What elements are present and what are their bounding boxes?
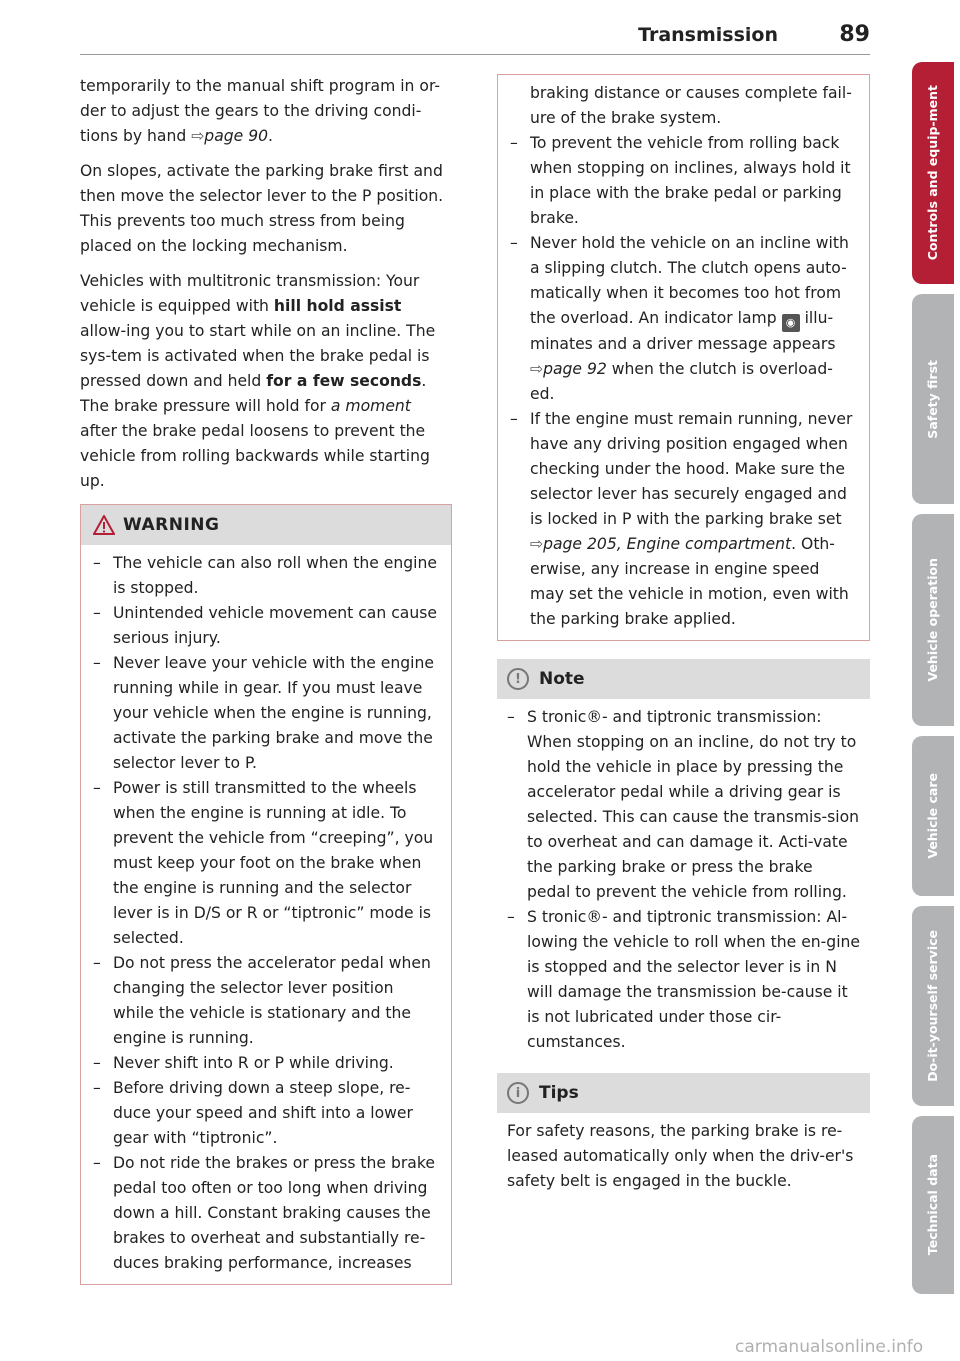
note-title: Note	[539, 668, 585, 689]
warning-triangle-icon	[93, 515, 115, 535]
list-item: – S tronic®- and tiptronic transmission: Al-lowing the vehicle to roll when the en-gine is stopped and the selector lever is in N will damage the transmission be-cause it is not lubricated under those cir-cumstances.	[507, 908, 861, 1051]
tips-header	[497, 1073, 870, 1113]
right-column	[497, 74, 870, 1194]
warning-box-continued	[497, 74, 870, 641]
paragraph-slopes: On slopes, activate the parking brake first and then move the selector lever to the P position. This prevents too much stress from being placed on the locking mechanism.	[80, 162, 444, 255]
tips-body: For safety reasons, the parking brake is re-leased automatically only when the driv-er's safety belt is engaged in the buckle.	[507, 1122, 854, 1190]
info-icon: i	[507, 1082, 529, 1104]
list-item: – Do not ride the brakes or press the brake pedal too often or too long when driving down a hill. Constant braking causes the brakes to overheat and substantially re-duces braking performance, increases	[93, 1154, 435, 1272]
page-reference-link[interactable]: page 90	[204, 127, 269, 145]
list-item: – S tronic®- and tiptronic transmission: When stopping on an incline, do not try to hold the vehicle in place by pressing the accelerator pedal while a driving gear is selected. This can cause the transmis-sion to overheat and can damage it. Acti-vate the parking brake or press the brake pedal to prevent the vehicle from rolling.	[507, 708, 860, 901]
reference-arrow-icon: ⇨	[530, 535, 544, 553]
page-header	[80, 22, 870, 55]
tab-vehicle-care[interactable]: Vehicle care	[912, 736, 954, 896]
warning-continued-text: braking distance or causes complete fail-ure of the brake system.	[530, 84, 852, 127]
warning-header	[81, 505, 451, 545]
left-column	[80, 74, 452, 1285]
watermark: carmanualsonline.info	[735, 1337, 924, 1357]
list-item: – To prevent the vehicle from rolling back when stopping on inclines, always hold it in place with the brake pedal or parking brake.	[510, 134, 851, 227]
list-item: – Never hold the vehicle on an incline with a slipping clutch. The clutch opens auto-matically when it becomes too hot from the overload. An indicator lamp ◉ illu-minates and a driver message appears ⇨page 92 when the clutch is overload-ed.	[510, 234, 849, 403]
warning-title: WARNING	[123, 514, 220, 535]
list-item: – Before driving down a steep slope, re-duce your speed and shift into a lower gear with “tiptronic”.	[93, 1079, 413, 1147]
list-item: – Never leave your vehicle with the engine running while in gear. If you must leave your vehicle when the engine is running, activate the parking brake and move the selector lever to P.	[93, 654, 434, 772]
indicator-lamp-icon: ◉	[782, 314, 800, 332]
tab-technical-data[interactable]: Technical data	[912, 1116, 954, 1294]
warning-list	[93, 551, 439, 1276]
tab-controls-and-equipment[interactable]: Controls and equip-ment	[912, 62, 954, 284]
note-list	[507, 705, 860, 1055]
list-item: – The vehicle can also roll when the engine is stopped.	[93, 554, 437, 597]
reference-arrow-icon: ⇨	[530, 360, 544, 378]
page-number: 89	[839, 22, 870, 47]
tab-safety-first[interactable]: Safety first	[912, 294, 954, 504]
page-reference-link[interactable]: page 92	[543, 360, 607, 378]
tab-do-it-yourself-service[interactable]: Do-it-yourself service	[912, 906, 954, 1106]
warning-box	[80, 504, 452, 1285]
list-item: – If the engine must remain running, never have any driving position engaged when checking under the hood. Make sure the selector lever has securely engaged and is locked in P with the parking brake set ⇨page 205, Engine compartment. Oth-erwise, any increase in engine speed may set the vehicle in motion, even with the parking brake applied.	[510, 410, 853, 628]
paragraph-hill-hold: Vehicles with multitronic transmission: Your vehicle is equipped with hill hold assist allow-ing you to start while on an incline. The sys-tem is activated when the brake pedal is pressed down and held for a few seconds. The brake pressure will hold for a moment after the brake pedal loosens to prevent the vehicle from rolling backwards while starting up.	[80, 272, 436, 490]
note-icon: !	[507, 668, 529, 690]
page-reference-link[interactable]: page 205, Engine compartment	[543, 535, 792, 553]
note-body	[497, 699, 870, 1055]
paragraph-manual-shift: temporarily to the manual shift program in or-der to adjust the gears to the driving condi-tions by hand ⇨page 90.	[80, 77, 440, 145]
reference-arrow-icon: ⇨	[191, 127, 205, 145]
tab-vehicle-operation[interactable]: Vehicle operation	[912, 514, 954, 726]
warning-list-continued	[510, 131, 857, 632]
section-title: Transmission	[638, 24, 778, 46]
list-item: – Power is still transmitted to the wheels when the engine is running at idle. To prevent the vehicle from “creeping”, you must keep your foot on the brake when the engine is running and the selector lever is in D/S or R or “tiptronic” mode is selected.	[93, 779, 434, 947]
list-item: – Never shift into R or P while driving.	[93, 1054, 394, 1072]
note-header	[497, 659, 870, 699]
list-item: – Unintended vehicle movement can cause serious injury.	[93, 604, 437, 647]
tips-title: Tips	[539, 1082, 579, 1103]
list-item: – Do not press the accelerator pedal when changing the selector lever position while the vehicle is stationary and the engine is running.	[93, 954, 431, 1047]
